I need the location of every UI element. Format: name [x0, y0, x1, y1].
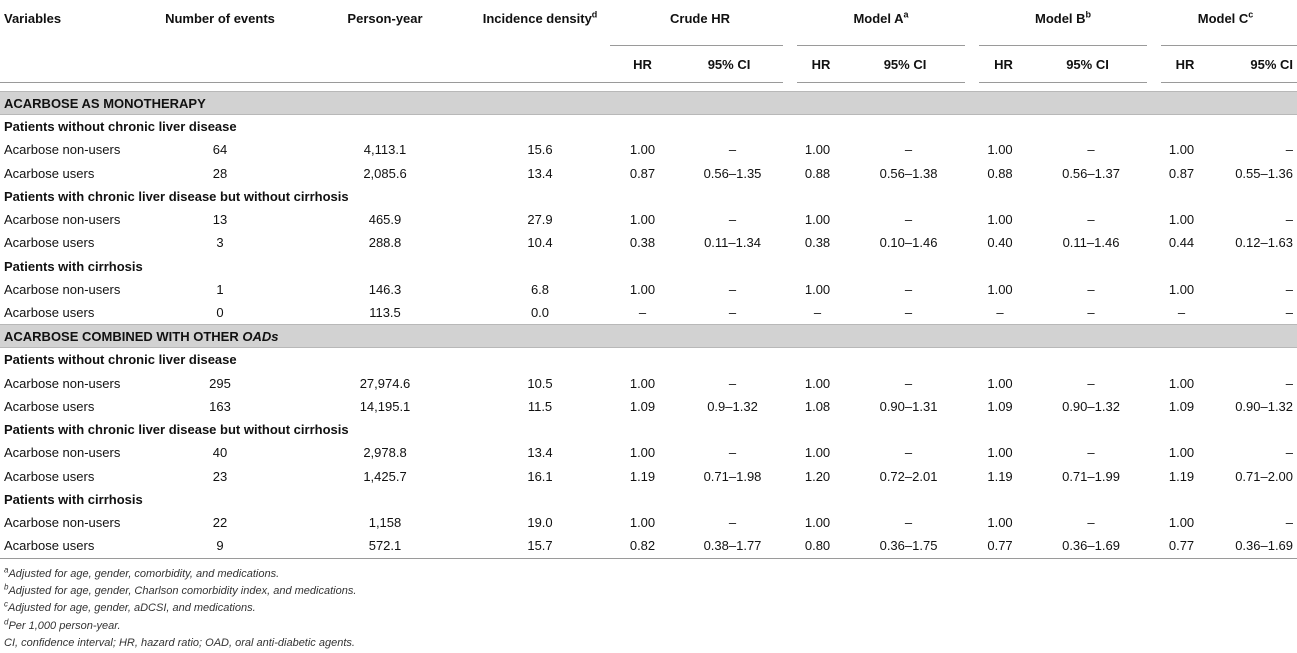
- table-row: [0, 511, 1297, 534]
- events-cell: 1: [216, 281, 224, 297]
- model-c-hr-cell: 0.77: [1154, 534, 1209, 558]
- empty-header-cell: [470, 46, 610, 83]
- model-b-ci-cell: –: [1087, 375, 1095, 391]
- model-c-hr-cell: 0.44: [1168, 235, 1195, 251]
- model-b-ci-cell: –: [1087, 445, 1095, 461]
- row-label: Acarbose users: [4, 235, 95, 251]
- group-header-row: [0, 115, 1297, 139]
- crude-ci-cell: –: [728, 305, 737, 321]
- person-year-cell: 1,425.7: [363, 468, 407, 484]
- events-cell: 40: [212, 445, 228, 461]
- crude-ci-cell: 0.11–1.34: [704, 235, 761, 251]
- model-c-ci-subheader: 95% CI: [1209, 46, 1297, 83]
- person-year-cell: 27,974.6: [359, 375, 411, 391]
- group-header-row: [0, 255, 1297, 278]
- model-b-ci-subheader: 95% CI: [1028, 46, 1154, 83]
- model-b-hr-cell: 1.19: [987, 468, 1013, 484]
- col-model-b: [972, 0, 1154, 46]
- section-title: [0, 325, 1297, 348]
- model-a-hr-cell: 1.00: [804, 281, 831, 297]
- model-c-hr-cell: 1.00: [1168, 515, 1195, 531]
- crude-hr-cell: 1.00: [629, 515, 656, 531]
- events-cell: 28: [212, 165, 228, 181]
- section-title-italic: OADs: [242, 328, 279, 344]
- footnote-text: Adjusted for age, gender, aDCSI, and medications.: [8, 602, 256, 615]
- crude-hr-cell: 1.00: [629, 211, 656, 227]
- crude-hr-cell: 1.00: [629, 445, 656, 461]
- events-cell: 13: [212, 211, 228, 227]
- group-label: Patients with chronic liver disease but without cirrhosis: [4, 422, 349, 438]
- model-a-hr-cell: 1.00: [804, 375, 831, 391]
- model-b-hr-cell: 1.00: [987, 515, 1013, 531]
- crude-ci-cell: –: [728, 515, 737, 531]
- model-b-label: Model B: [1034, 11, 1086, 26]
- crude-hr-cell: –: [638, 305, 647, 321]
- incidence-density-cell: 10.5: [527, 375, 553, 391]
- incidence-density-cell: 27.9: [527, 211, 553, 227]
- model-a-hr-subheader: HR: [790, 46, 845, 83]
- table-row: [0, 278, 1297, 301]
- model-b-ci-cell: –: [1087, 142, 1095, 158]
- col-model-a: [790, 0, 972, 46]
- model-c-ci-cell: 0.12–1.63: [1235, 235, 1294, 251]
- row-label: Acarbose users: [4, 468, 95, 484]
- person-year-cell: 1,158: [368, 515, 402, 531]
- group-label: Patients with cirrhosis: [4, 491, 143, 507]
- footnote-marker: a: [4, 565, 9, 575]
- empty-header-cell: [300, 46, 470, 83]
- incidence-density-cell: 6.8: [530, 281, 550, 297]
- model-a-hr-cell: 1.00: [804, 445, 831, 461]
- crude-ci-cell: –: [728, 375, 737, 391]
- crude-hr-cell: 0.82: [610, 534, 675, 558]
- crude-ci-cell: 0.71–1.98: [703, 468, 762, 484]
- header-row-1: [0, 0, 1297, 46]
- footnote: [4, 583, 356, 600]
- model-b-ci-cell: –: [1087, 515, 1095, 531]
- crude-hr-label: Crude HR: [670, 11, 730, 26]
- model-a-hr-cell: 1.00: [804, 142, 831, 158]
- events-cell: 0: [216, 305, 224, 321]
- incidence-density-sup: d: [591, 9, 598, 20]
- row-label: Acarbose non-users: [4, 375, 121, 391]
- model-a-hr-cell: 1.00: [804, 211, 831, 227]
- model-c-ci-cell: –: [1285, 211, 1294, 227]
- col-number-of-events: Number of events: [165, 11, 275, 26]
- crude-ci-cell: –: [728, 142, 737, 158]
- section-title-text: ACARBOSE COMBINED WITH OTHER: [4, 328, 243, 344]
- person-year-cell: 288.8: [368, 235, 402, 251]
- table-row: [0, 161, 1297, 184]
- model-b-hr-cell: 1.00: [987, 445, 1013, 461]
- footnote-marker: b: [4, 582, 9, 592]
- model-b-ci-cell: –: [1087, 281, 1095, 297]
- model-b-hr-cell: 1.00: [987, 211, 1013, 227]
- group-label: Patients with chronic liver disease but without cirrhosis: [4, 188, 349, 204]
- person-year-cell: 572.1: [300, 534, 470, 558]
- model-b-ci-cell: 0.11–1.46: [1062, 235, 1120, 251]
- footnote-text: Adjusted for age, gender, Charlson comorbidity index, and medications.: [8, 585, 357, 598]
- model-b-ci-cell: –: [1087, 211, 1095, 227]
- model-b-hr-cell: 1.00: [987, 281, 1013, 297]
- crude-hr-cell: 0.87: [629, 165, 656, 181]
- col-incidence-density: [470, 0, 610, 46]
- model-c-hr-cell: 1.09: [1168, 398, 1195, 414]
- group-header-row: [0, 418, 1297, 441]
- person-year-cell: 146.3: [368, 281, 402, 297]
- model-b-sup: b: [1085, 9, 1092, 20]
- crude-hr-subheader: HR: [610, 46, 675, 83]
- crude-hr-cell: 1.00: [629, 375, 656, 391]
- table-row: [0, 441, 1297, 464]
- model-b-ci-cell: 0.90–1.32: [1062, 398, 1120, 414]
- events-cell: 295: [209, 375, 231, 391]
- footnotes: [4, 566, 356, 652]
- footnote-marker: d: [4, 616, 9, 626]
- table-row: [0, 301, 1297, 325]
- incidence-density-cell: 19.0: [527, 515, 553, 531]
- events-cell: 23: [212, 468, 228, 484]
- model-a-ci-cell: –: [904, 211, 913, 227]
- model-c-hr-subheader: HR: [1154, 46, 1209, 83]
- model-c-ci-cell: –: [1285, 305, 1294, 321]
- row-label: Acarbose users: [4, 398, 95, 414]
- incidence-density-cell: 13.4: [527, 165, 553, 181]
- row-label: Acarbose non-users: [4, 445, 121, 461]
- person-year-cell: 2,978.8: [363, 445, 407, 461]
- group-label: Patients with cirrhosis: [4, 258, 143, 274]
- incidence-density-cell: 13.4: [527, 445, 553, 461]
- crude-ci-cell: 0.38–1.77: [675, 534, 790, 558]
- model-b-hr-cell: 1.00: [987, 375, 1013, 391]
- incidence-density-cell: 11.5: [527, 398, 553, 414]
- model-c-ci-cell: 0.55–1.36: [1235, 165, 1294, 181]
- model-b-hr-cell: 0.77: [972, 534, 1028, 558]
- table-row: [0, 208, 1297, 231]
- model-b-ci-cell: 0.36–1.69: [1028, 534, 1154, 558]
- model-a-label: Model A: [853, 11, 904, 26]
- incidence-density-cell: 10.4: [527, 235, 553, 251]
- crude-hr-cell: 0.38: [629, 235, 656, 251]
- incidence-density-cell: 15.6: [527, 142, 553, 158]
- model-a-ci-cell: 0.90–1.31: [879, 398, 938, 414]
- incidence-density-cell: 15.7: [470, 534, 610, 558]
- model-a-hr-cell: –: [813, 305, 822, 321]
- incidence-density-label: Incidence density: [482, 11, 592, 26]
- person-year-cell: 14,195.1: [359, 398, 411, 414]
- model-c-sup: c: [1248, 9, 1254, 20]
- model-b-hr-cell: 0.88: [987, 165, 1013, 181]
- model-a-hr-cell: 0.88: [804, 165, 831, 181]
- model-c-hr-cell: 1.00: [1168, 211, 1195, 227]
- model-a-hr-cell: 0.38: [804, 235, 831, 251]
- model-c-ci-cell: –: [1285, 281, 1294, 297]
- model-b-hr-cell: –: [996, 305, 1004, 321]
- model-c-hr-cell: 1.00: [1168, 142, 1195, 158]
- model-a-hr-cell: 1.00: [804, 515, 831, 531]
- footnote: [4, 618, 356, 635]
- section-header-row: [0, 325, 1297, 348]
- footnote-text: CI, confidence interval; HR, hazard ratio; OAD, oral anti-diabetic agents.: [4, 636, 355, 649]
- empty-header-cell: [0, 46, 140, 83]
- footnote: [4, 635, 356, 652]
- row-label: Acarbose non-users: [4, 211, 121, 227]
- section-title: [0, 92, 1297, 115]
- crude-ci-subheader: 95% CI: [675, 46, 790, 83]
- table-row: [0, 231, 1297, 254]
- model-a-ci-cell: 0.56–1.38: [879, 165, 938, 181]
- table-row: [0, 465, 1297, 488]
- model-c-ci-cell: 0.90–1.32: [1235, 398, 1294, 414]
- row-label: Acarbose non-users: [4, 515, 121, 531]
- group-label: Patients without chronic liver disease: [4, 119, 237, 134]
- events-cell: 9: [140, 534, 300, 558]
- model-c-ci-cell: –: [1285, 142, 1294, 158]
- model-a-hr-cell: 1.08: [804, 398, 831, 414]
- crude-hr-cell: 1.19: [629, 468, 656, 484]
- crude-hr-cell: 1.00: [629, 281, 656, 297]
- model-c-ci-cell: –: [1285, 445, 1294, 461]
- model-b-ci-cell: –: [1087, 305, 1095, 321]
- col-model-c: [1154, 0, 1297, 46]
- events-cell: 163: [209, 398, 231, 414]
- model-c-hr-cell: 1.00: [1168, 375, 1195, 391]
- model-b-hr-cell: 0.40: [987, 235, 1013, 251]
- footnote: [4, 566, 356, 583]
- empty-header-cell: [140, 46, 300, 83]
- model-c-label: Model C: [1197, 11, 1249, 26]
- model-a-ci-cell: 0.72–2.01: [879, 468, 938, 484]
- events-cell: 64: [212, 142, 228, 158]
- table-row: [0, 395, 1297, 418]
- footnote: [4, 600, 356, 617]
- model-c-ci-cell: 0.71–2.00: [1235, 468, 1294, 484]
- crude-ci-cell: –: [728, 445, 737, 461]
- model-b-ci-cell: 0.71–1.99: [1062, 468, 1120, 484]
- group-header-row: [0, 488, 1297, 511]
- model-b-hr-cell: 1.09: [987, 398, 1013, 414]
- model-a-ci-cell: –: [904, 142, 913, 158]
- model-a-ci-cell: 0.10–1.46: [879, 235, 938, 251]
- col-variables: Variables: [4, 11, 62, 26]
- footnote-text: Adjusted for age, gender, comorbidity, and medications.: [8, 568, 280, 580]
- events-cell: 3: [216, 235, 224, 251]
- section-title-text: ACARBOSE AS MONOTHERAPY: [4, 95, 206, 111]
- footnote-marker: c: [4, 599, 8, 609]
- model-c-hr-cell: 1.00: [1168, 445, 1195, 461]
- crude-ci-cell: –: [728, 281, 737, 297]
- group-header-row: [0, 348, 1297, 372]
- model-c-hr-cell: 0.87: [1168, 165, 1195, 181]
- person-year-cell: 4,113.1: [363, 142, 407, 158]
- crude-hr-cell: 1.00: [629, 142, 656, 158]
- model-a-ci-subheader: 95% CI: [845, 46, 972, 83]
- table-row: [0, 534, 1297, 558]
- model-a-hr-cell: 0.80: [790, 534, 845, 558]
- model-b-hr-subheader: HR: [972, 46, 1028, 83]
- model-a-ci-cell: –: [904, 281, 913, 297]
- model-c-ci-cell: –: [1285, 515, 1294, 531]
- model-b-ci-cell: 0.56–1.37: [1062, 165, 1120, 181]
- events-cell: 22: [212, 515, 228, 531]
- group-header-row: [0, 185, 1297, 208]
- person-year-cell: 2,085.6: [363, 165, 407, 181]
- model-a-ci-cell: –: [904, 305, 913, 321]
- person-year-cell: 113.5: [369, 305, 401, 321]
- model-c-ci-cell: –: [1285, 375, 1294, 391]
- model-a-ci-cell: 0.36–1.75: [845, 534, 972, 558]
- row-label: Acarbose users: [4, 165, 95, 181]
- incidence-density-cell: 0.0: [530, 305, 550, 321]
- header-row-2: [0, 46, 1297, 83]
- model-b-hr-cell: 1.00: [987, 142, 1013, 158]
- person-year-cell: 465.9: [368, 211, 402, 227]
- col-person-year: Person-year: [347, 11, 423, 26]
- row-label: Acarbose users: [0, 534, 140, 558]
- model-a-ci-cell: –: [904, 375, 913, 391]
- incidence-density-cell: 16.1: [527, 468, 553, 484]
- model-c-hr-cell: –: [1177, 305, 1186, 321]
- section-header-row: [0, 92, 1297, 115]
- table-body: [0, 92, 1297, 559]
- crude-ci-cell: 0.9–1.32: [707, 398, 758, 414]
- header-gap: [0, 83, 1297, 92]
- row-label: Acarbose non-users: [4, 281, 121, 297]
- model-a-ci-cell: –: [904, 515, 913, 531]
- model-a-hr-cell: 1.20: [804, 468, 831, 484]
- row-label: Acarbose users: [4, 305, 95, 321]
- table-row: [0, 138, 1297, 161]
- table-row: [0, 371, 1297, 394]
- model-c-hr-cell: 1.19: [1168, 468, 1195, 484]
- footnote-text: Per 1,000 person-year.: [8, 619, 121, 632]
- model-c-ci-cell: 0.36–1.69: [1209, 534, 1297, 558]
- crude-ci-cell: 0.56–1.35: [703, 165, 762, 181]
- model-c-hr-cell: 1.00: [1168, 281, 1195, 297]
- row-label: Acarbose non-users: [4, 142, 121, 158]
- crude-hr-cell: 1.09: [629, 398, 656, 414]
- model-a-ci-cell: –: [904, 445, 913, 461]
- col-crude-hr: [610, 0, 790, 46]
- crude-ci-cell: –: [728, 211, 737, 227]
- group-label: Patients without chronic liver disease: [4, 352, 237, 368]
- model-a-sup: a: [903, 9, 909, 20]
